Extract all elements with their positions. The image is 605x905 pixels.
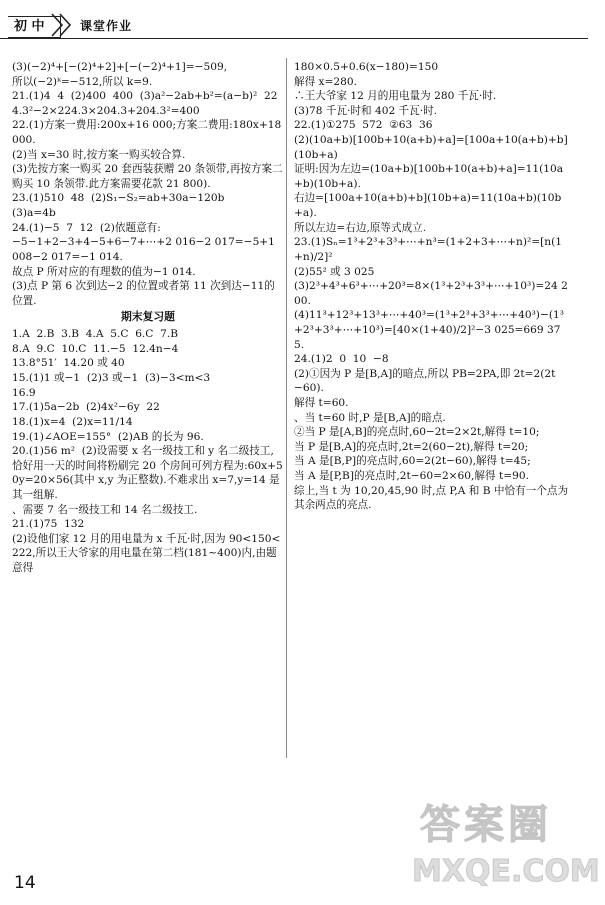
level-label: 初 中 (8, 16, 61, 38)
answer-line: 8.A 9.C 10.C 11.−5 12.4n−4 (12, 342, 179, 355)
answer-line: 综上,当 t 为 10,20,45,90 时,点 P,A 和 B 中恰有一个点为其余两点的亮点. (294, 484, 569, 512)
answer-line: ∴王大爷家 12 月的用电量为 280 千瓦·时. (294, 90, 497, 103)
answer-line: 所以(−2)ᵏ=−512,所以 k=9. (12, 75, 153, 88)
answer-line: 解得 t=60. (294, 397, 349, 410)
page-header (0, 0, 605, 42)
answer-line: 当 A 是[B,P]的亮点时,60=2(2t−60),解得 t=45; (294, 455, 531, 468)
answer-line: (3)先按方案一购买 20 套西装获赠 20 条领带,再按方案二购买 10 条领带.此方案需要花款 21 800). (12, 163, 283, 190)
answer-line: (3)2³+4³+6³+⋯+20³=8×(1³+2³+3³+⋯+10³)=24 200. (294, 280, 568, 307)
answer-line: (3)(−2)⁴+[−(2)⁴+2]+[−(−2)⁴+1]=−509, (12, 61, 228, 73)
watermark-text-en: MXQE.COM (412, 854, 600, 889)
answer-line: 24.(1)−5 7 12 (2)依题意有: (12, 221, 161, 234)
right-answer-column (294, 60, 569, 513)
answer-line: 19.(1)∠AOE=155° (2)AB 的长为 96. (12, 430, 204, 443)
answer-line: (2)(10a+b)[100b+10(a+b)+a]=[100a+10(a+b)+b](10b+a) (294, 134, 568, 161)
answer-line: 当 P 是[B,A]的亮点时,2t=2(60−2t),解得 t=20; (294, 440, 529, 453)
column-divider (286, 58, 287, 758)
answer-line: (2)设他们家 12 月的用电量为 x 千瓦·时,因为 90<150<222,所以王大爷家的用电量在第二档(181~400)内,由题意得 (12, 532, 281, 574)
answer-line: 18.(1)x=4 (2)x=11/14 (12, 415, 133, 428)
answer-line: (3)点 P 第 6 次到达−2 的位置或者第 11 次到达−11的位置. (12, 280, 275, 307)
answer-line: 所以左边=右边,原等式成立. (294, 221, 427, 234)
answer-line: −5−1+2−3+4−5+6−7+⋯+2 016−2 017=−5+1 008−2 017=−1 014. (12, 236, 279, 263)
answer-line: 解得 x=280. (294, 75, 357, 88)
answer-line: 故点 P 所对应的有理数的值为−1 014. (12, 265, 196, 278)
answer-line: 23.(1)Sₙ=1³+2³+3³+⋯+n³=(1+2+3+⋯+n)²=[n(1+n)/2]² (294, 236, 562, 263)
page-number: 14 (14, 873, 36, 893)
answer-line: 16.9 (12, 386, 36, 399)
answer-line: 当 A 是[P,B]的亮点时,2t−60=2×60,解得 t=90. (294, 470, 529, 483)
section-title: 期末复习题 (121, 310, 175, 324)
answer-line: (2)55² 或 3 025 (294, 265, 375, 278)
header-rule (0, 38, 588, 39)
answer-line: 22.(1)①275 572 ②63 36 (294, 119, 433, 132)
answer-line: 22.(1)方案一费用:200x+16 000;方案二费用:180x+18 000. (12, 119, 285, 147)
answer-line: (2)①因为 P 是[B,A]的暗点,所以 PB=2PA,即 2t=2(2t−60). (294, 367, 556, 395)
answer-line: 、当 t=60 时,P 是[B,A]的暗点. (294, 411, 446, 424)
answer-line: 23.(1)510 48 (2)S₁−S₂=ab+30a−120b (12, 192, 225, 205)
answer-line: ②当 P 是[A,B]的亮点时,60−2t=2×2t,解得 t=10; (294, 426, 540, 439)
double-chevron-icon (50, 12, 74, 38)
answer-line: 、需要 7 名一级技工和 14 名二级技工. (12, 503, 198, 516)
answer-line: 21.(1)4 4 (2)400 400 (3)a²−2ab+b²=(a−b)² 224.3²−2×224.3×204.3+204.3²=400 (12, 90, 278, 117)
answer-line: 180×0.5+0.6(x−180)=150 (294, 61, 439, 73)
answer-line: 右边=[100a+10(a+b)+b](10b+a)=11(10a+b)(10b+a). (294, 192, 562, 220)
answer-line: 1.A 2.B 3.B 4.A 5.C 6.C 7.B (12, 328, 179, 341)
answer-line: (2)当 x=30 时,按方案一购买较合算. (12, 148, 186, 161)
answer-line: 13.8°51′ 14.20 或 40 (12, 357, 125, 370)
answer-line: (3)a=4b (12, 207, 56, 220)
watermark-logo (410, 800, 600, 895)
watermark-text-cn: 答案圈 (420, 802, 552, 848)
answer-line: 21.(1)75 132 (12, 518, 85, 531)
left-answer-column (12, 60, 284, 576)
answer-line: 证明:因为左边=(10a+b)[100b+10(a+b)+a]=11(10a+b)(10b+a). (294, 163, 564, 190)
answer-line: (3)78 千瓦·时和 402 千瓦·时. (294, 104, 438, 117)
answer-line: 20.(1)56 m² (2)设需要 x 名一级技工和 y 名二级技工,恰好用一天的时间将粉刷完 20 个房间可列方程为:60x+50y=20×56(其中 x,y 为正整数).不难求出 x=7,y=14 是其一组解. (12, 445, 283, 501)
answer-line: 15.(1)1 或−1 (2)3 或−1 (3)−3<m<3 (12, 372, 211, 385)
answer-line: 17.(1)5a−2b (2)4x²−6y 22 (12, 401, 160, 414)
answer-line: (4)11³+12³+13³+⋯+40³=(1³+2³+3³+⋯+40³)−(1³+2³+3³+⋯+10³)=[40×(1+40)/2]²−3 025=669 375. (294, 309, 564, 351)
answer-line: 24.(1)2 0 10 −8 (294, 353, 389, 366)
header-title: 课堂作业 (80, 19, 133, 33)
